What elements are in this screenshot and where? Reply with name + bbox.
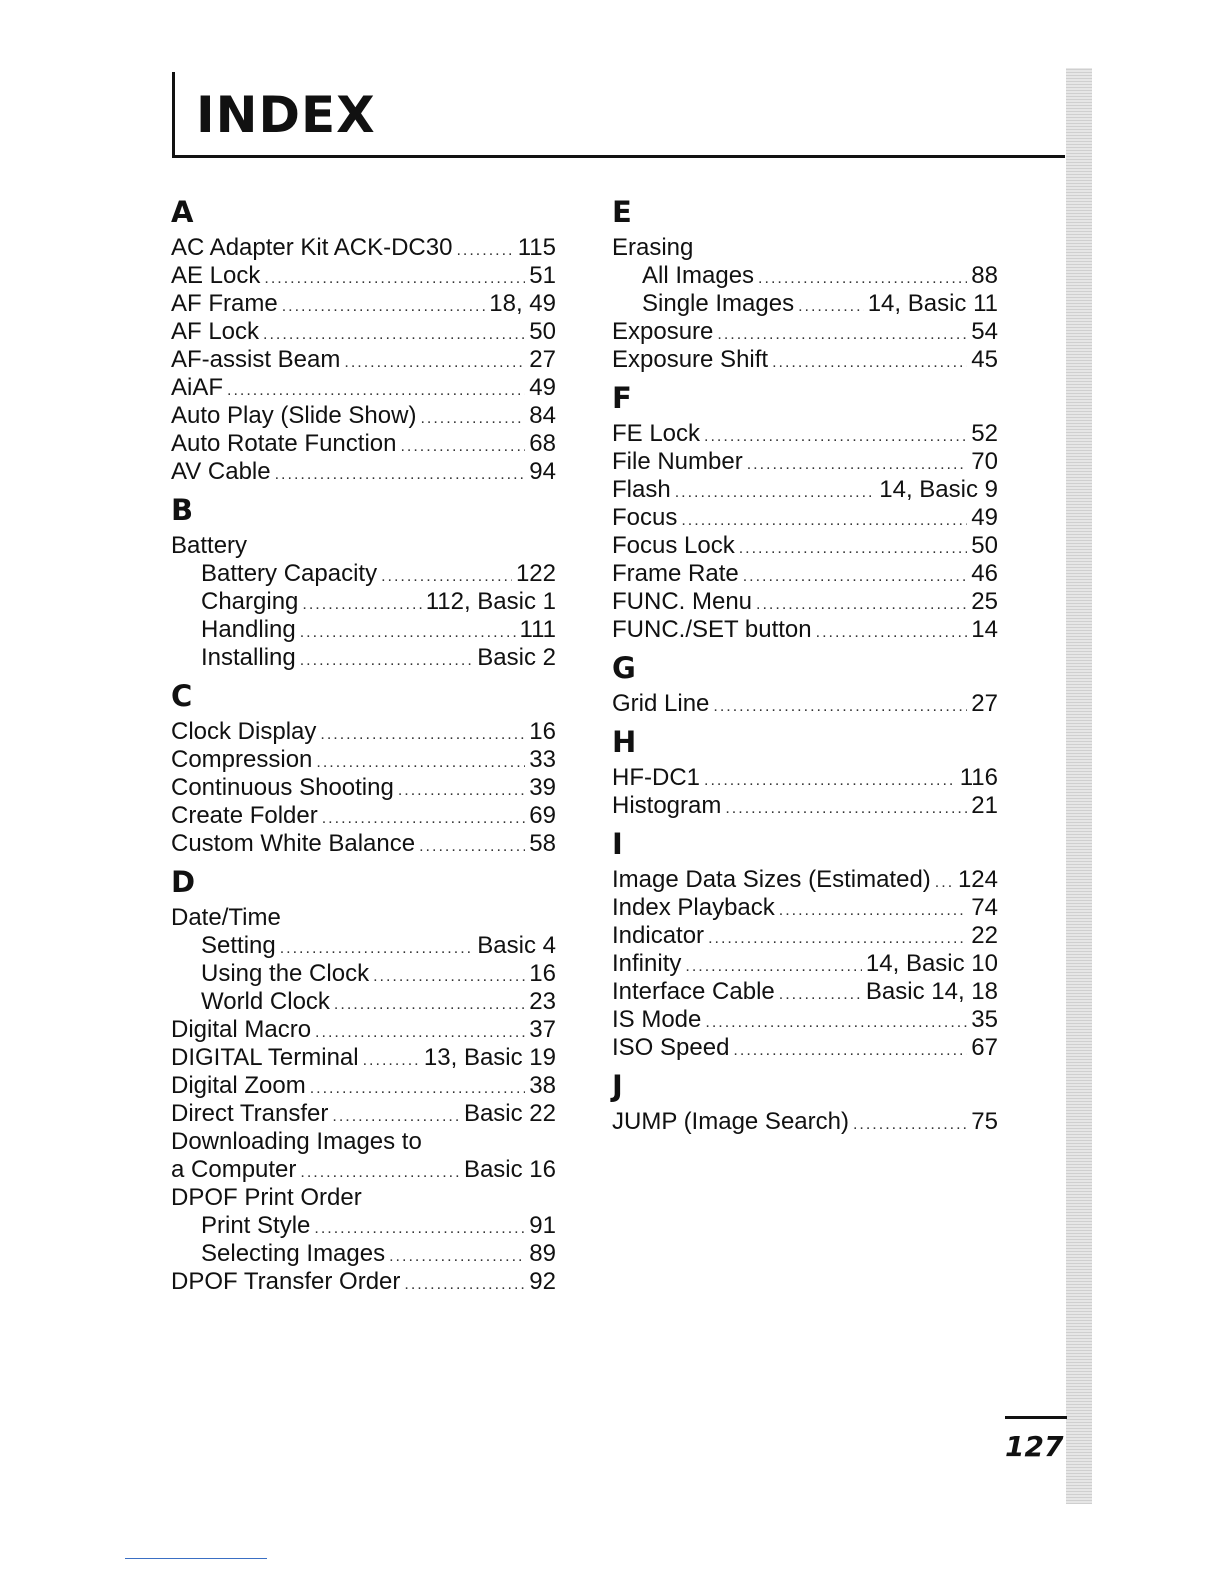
index-section-c [171, 672, 556, 858]
index-entry [612, 1006, 998, 1034]
index-entry [171, 290, 556, 318]
title-rule-vertical [172, 72, 175, 158]
index-section-i [612, 820, 998, 1062]
entry-term: Focus [612, 504, 678, 531]
entry-term: FE Lock [612, 420, 701, 447]
entry-term: Grid Line [612, 690, 710, 717]
entry-page-ref: 115 [517, 234, 556, 261]
entry-term: HF-DC1 [612, 764, 700, 791]
entry-term: All Images [642, 262, 755, 289]
entry-term: Histogram [612, 792, 722, 819]
dot-leader [772, 349, 967, 377]
entry-page-ref: 67 [971, 1034, 998, 1061]
entry-page-ref: 14, Basic 11 [867, 290, 998, 317]
entry-page-ref: 84 [529, 402, 556, 429]
entry-term: Setting [201, 932, 276, 959]
entry-page-ref: 22 [971, 922, 998, 949]
entry-page-ref: 37 [529, 1016, 556, 1043]
entry-term: IS Mode [612, 1006, 702, 1033]
index-entry [171, 262, 556, 290]
entry-page-ref: Basic 2 [477, 644, 556, 671]
entry-term: Installing [201, 644, 296, 671]
entry-page-ref: 21 [971, 792, 998, 819]
index-entry [171, 1072, 556, 1100]
index-entry [612, 420, 998, 448]
entry-page-ref: 49 [971, 504, 998, 531]
dot-leader [227, 377, 525, 405]
entry-term: FUNC. Menu [612, 588, 753, 615]
entry-page-ref: 111 [519, 616, 556, 643]
index-section-j [612, 1062, 998, 1136]
entry-page-ref: 92 [529, 1268, 556, 1295]
dot-leader [300, 647, 474, 675]
index-entry [171, 988, 556, 1016]
entry-page-ref: 23 [529, 988, 556, 1015]
dot-leader [705, 1009, 967, 1037]
dot-leader [334, 991, 525, 1019]
entry-page-ref: 89 [529, 1240, 556, 1267]
index-entry [171, 1156, 556, 1184]
dot-leader [758, 265, 967, 293]
entry-page-ref: Basic 16 [463, 1156, 556, 1183]
bottom-edge-line [125, 1558, 267, 1559]
entry-term: Print Style [201, 1212, 311, 1239]
dot-leader [300, 1159, 460, 1187]
entry-term: AV Cable [171, 458, 271, 485]
index-entry [612, 950, 998, 978]
index-entry [171, 1212, 556, 1240]
entry-term: Direct Transfer [171, 1100, 329, 1127]
index-entry [612, 690, 998, 718]
entry-term: Infinity [612, 950, 682, 977]
entry-page-ref: 45 [971, 346, 998, 373]
index-entry [171, 318, 556, 346]
index-entry [612, 922, 998, 950]
index-section-a [171, 188, 556, 486]
dot-leader [316, 749, 525, 777]
entry-page-ref: 35 [971, 1006, 998, 1033]
index-entry [612, 476, 998, 504]
entry-page-ref: 39 [529, 774, 556, 801]
entry-page-ref: 68 [529, 430, 556, 457]
entry-term: a Computer [171, 1156, 297, 1183]
index-entry [612, 560, 998, 588]
index-entry [171, 774, 556, 802]
section-letter: E [612, 195, 632, 229]
entry-term: Frame Rate [612, 560, 739, 587]
page-number: 127 [1005, 1430, 1064, 1463]
entry-page-ref: 27 [971, 690, 998, 717]
index-entry [171, 1240, 556, 1268]
entry-page-ref: 51 [529, 262, 556, 289]
entry-page-ref: 14, Basic 9 [879, 476, 998, 503]
index-entry [612, 588, 998, 616]
index-section-b [171, 486, 556, 672]
entry-term: World Clock [201, 988, 330, 1015]
index-entry [171, 1016, 556, 1044]
dot-leader [935, 869, 954, 897]
index-entry [171, 458, 556, 486]
section-letter: C [171, 679, 193, 713]
entry-term: Compression [171, 746, 313, 773]
dot-leader [322, 805, 526, 833]
entry-page-ref: 122 [515, 560, 556, 587]
section-letter: A [171, 195, 194, 229]
index-entry [171, 932, 556, 960]
index-entry [171, 616, 556, 644]
entry-term: Auto Rotate Function [171, 430, 397, 457]
dot-leader [320, 721, 525, 749]
entry-page-ref: 50 [529, 318, 556, 345]
entry-page-ref: 46 [971, 560, 998, 587]
entry-term: AF Frame [171, 290, 278, 317]
index-section-g [612, 644, 998, 718]
entry-term: AF-assist Beam [171, 346, 341, 373]
dot-leader [704, 423, 967, 451]
entry-term: Image Data Sizes (Estimated) [612, 866, 931, 893]
entry-term: AC Adapter Kit ACK-DC30 [171, 234, 453, 261]
entry-page-ref: 14 [971, 616, 998, 643]
entry-page-ref: 88 [971, 262, 998, 289]
dot-leader [675, 479, 876, 507]
index-section-h [612, 718, 998, 820]
entry-page-ref: 112, Basic 1 [425, 588, 556, 615]
entry-page-ref: 16 [529, 718, 556, 745]
dot-leader [717, 321, 967, 349]
section-letter: J [612, 1069, 623, 1103]
entry-term: ISO Speed [612, 1034, 730, 1061]
entry-page-ref: 75 [971, 1108, 998, 1135]
dot-leader [798, 293, 864, 321]
dot-leader [779, 981, 862, 1009]
page-number-rule [1005, 1416, 1067, 1419]
index-entry [171, 644, 556, 672]
entry-page-ref: 74 [971, 894, 998, 921]
entry-term: Digital Macro [171, 1016, 312, 1043]
entry-page-ref: 54 [971, 318, 998, 345]
dot-leader [302, 591, 421, 619]
dot-leader [747, 451, 968, 479]
entry-term: Exposure [612, 318, 714, 345]
entry-page-ref: Basic 4 [477, 932, 556, 959]
dot-leader [332, 1103, 460, 1131]
index-entry [171, 718, 556, 746]
dot-leader [853, 1111, 967, 1139]
index-entry [612, 504, 998, 532]
index-entry [171, 402, 556, 430]
dot-leader [389, 1243, 525, 1271]
entry-page-ref: 16 [529, 960, 556, 987]
entry-page-ref: 49 [529, 374, 556, 401]
entry-term: Exposure Shift [612, 346, 769, 373]
entry-term: Focus Lock [612, 532, 735, 559]
entry-term: DPOF Transfer Order [171, 1268, 401, 1295]
dot-leader [420, 405, 525, 433]
title-rule-horizontal [172, 155, 1065, 158]
index-entry [612, 290, 998, 318]
dot-leader [310, 1075, 526, 1103]
entry-page-ref: 27 [529, 346, 556, 373]
entry-term: File Number [612, 448, 743, 475]
entry-term: Using the Clock [201, 960, 370, 987]
dot-leader [704, 767, 956, 795]
index-entry [171, 374, 556, 402]
dot-leader [398, 777, 525, 805]
index-section-f [612, 374, 998, 644]
index-entry [171, 1044, 556, 1072]
entry-term: Charging [201, 588, 299, 615]
entry-term: Interface Cable [612, 978, 775, 1005]
entry-page-ref: 50 [971, 532, 998, 559]
section-letter: B [171, 493, 194, 527]
dot-leader [404, 1271, 525, 1299]
section-letter: D [171, 865, 196, 899]
index-entry [171, 1268, 556, 1296]
entry-page-ref: 70 [971, 448, 998, 475]
dot-leader [282, 293, 486, 321]
entry-page-ref: 69 [529, 802, 556, 829]
dot-leader [300, 619, 516, 647]
entry-page-ref: Basic 14, 18 [865, 978, 998, 1005]
entry-term: FUNC./SET button [612, 616, 812, 643]
dot-leader [280, 935, 474, 963]
index-entry [171, 1100, 556, 1128]
entry-page-ref: 52 [971, 420, 998, 447]
section-letter: G [612, 651, 636, 685]
index-entry [612, 1034, 998, 1062]
index-entry-heading: Downloading Images to [171, 1128, 422, 1155]
entry-term: Handling [201, 616, 296, 643]
entry-page-ref: 124 [957, 866, 998, 893]
index-column-right [612, 188, 998, 1136]
index-entry [171, 234, 556, 262]
index-entry [171, 960, 556, 988]
dot-leader [344, 349, 525, 377]
index-entry [612, 1108, 998, 1136]
entry-term: AF Lock [171, 318, 260, 345]
entry-term: Create Folder [171, 802, 318, 829]
entry-term: Indicator [612, 922, 705, 949]
entry-page-ref: 33 [529, 746, 556, 773]
entry-term: Selecting Images [201, 1240, 386, 1267]
index-entry [171, 346, 556, 374]
entry-page-ref: 18, 49 [489, 290, 556, 317]
dot-leader [708, 925, 967, 953]
dot-leader [743, 563, 968, 591]
dot-leader [373, 963, 525, 991]
dot-leader [419, 833, 525, 861]
entry-term: Flash [612, 476, 671, 503]
entry-page-ref: 94 [529, 458, 556, 485]
entry-page-ref: 91 [529, 1212, 556, 1239]
section-letter: I [612, 827, 623, 861]
entry-page-ref: 116 [959, 764, 998, 791]
dot-leader [725, 795, 967, 823]
entry-page-ref: 14, Basic 10 [865, 950, 998, 977]
index-entry [612, 616, 998, 644]
dot-leader [685, 953, 862, 981]
index-entry [171, 588, 556, 616]
index-entry [612, 448, 998, 476]
entry-term: AiAF [171, 374, 224, 401]
index-entry [612, 866, 998, 894]
entry-term: Clock Display [171, 718, 317, 745]
dot-leader [381, 563, 512, 591]
index-entry-heading: DPOF Print Order [171, 1184, 362, 1211]
dot-leader [756, 591, 967, 619]
index-entry-heading: Date/Time [171, 904, 281, 931]
entry-page-ref: 13, Basic 19 [423, 1044, 556, 1071]
dot-leader [733, 1037, 967, 1065]
section-letter: H [612, 725, 637, 759]
entry-page-ref: Basic 22 [463, 1100, 556, 1127]
index-entry [171, 430, 556, 458]
entry-term: Battery Capacity [201, 560, 378, 587]
index-entry [612, 894, 998, 922]
index-entry [612, 318, 998, 346]
index-entry-heading: Battery [171, 532, 248, 559]
entry-term: Auto Play (Slide Show) [171, 402, 417, 429]
dot-leader [456, 237, 513, 265]
dot-leader [739, 535, 968, 563]
entry-term: DIGITAL Terminal [171, 1044, 359, 1071]
entry-page-ref: 58 [529, 830, 556, 857]
index-entry [612, 978, 998, 1006]
index-entry [612, 346, 998, 374]
section-letter: F [612, 381, 632, 415]
dot-leader [275, 461, 526, 489]
index-entry [612, 764, 998, 792]
entry-term: Single Images [642, 290, 795, 317]
index-entry [612, 262, 998, 290]
side-edge-strip [1066, 68, 1092, 1504]
index-entry [612, 792, 998, 820]
page-title: INDEX [196, 86, 376, 144]
dot-leader [713, 693, 967, 721]
entry-term: Index Playback [612, 894, 775, 921]
entry-term: JUMP (Image Search) [612, 1108, 849, 1135]
dot-leader [681, 507, 967, 535]
dot-leader [363, 1047, 420, 1075]
index-entry [171, 802, 556, 830]
index-section-e [612, 188, 998, 374]
dot-leader [816, 619, 968, 647]
dot-leader [263, 321, 525, 349]
dot-leader [264, 265, 525, 293]
index-entry [612, 532, 998, 560]
entry-page-ref: 25 [971, 588, 998, 615]
dot-leader [779, 897, 968, 925]
entry-term: Digital Zoom [171, 1072, 306, 1099]
index-column-left [171, 188, 556, 1296]
entry-term: Custom White Balance [171, 830, 416, 857]
entry-term: Continuous Shooting [171, 774, 394, 801]
dot-leader [400, 433, 525, 461]
dot-leader [315, 1019, 525, 1047]
index-entry [171, 746, 556, 774]
index-entry [171, 560, 556, 588]
index-entry [171, 830, 556, 858]
entry-page-ref: 38 [529, 1072, 556, 1099]
dot-leader [314, 1215, 525, 1243]
index-section-d [171, 858, 556, 1296]
index-entry-heading: Erasing [612, 234, 694, 261]
entry-term: AE Lock [171, 262, 261, 289]
